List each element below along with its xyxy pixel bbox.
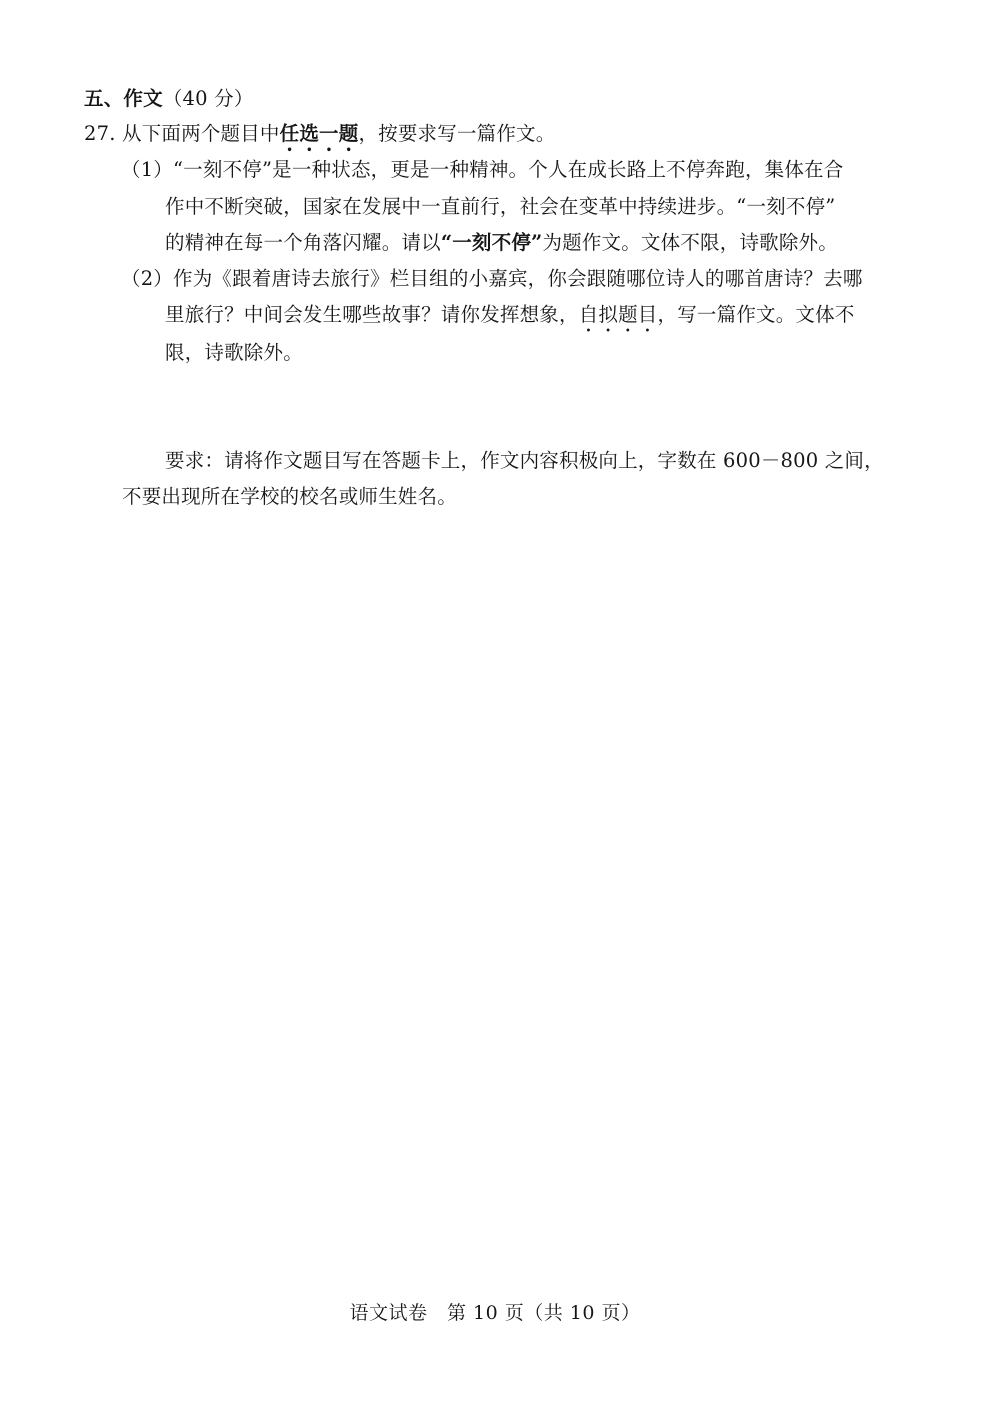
prompt2-line1 (121, 266, 863, 292)
requirement-line1 (165, 448, 884, 474)
requirement-line2 (122, 484, 457, 510)
question-intro (84, 121, 555, 156)
prompt2-label: （2） (121, 267, 174, 290)
prompt1-label: （1） (121, 158, 174, 181)
prompt1-line2 (165, 194, 835, 220)
prompt1-text-1: “一刻不停”是一种状态，更是一种精神。个人在成长路上不停奔跑，集体在合 (173, 158, 844, 181)
page-footer: 语文试卷 第 10 页（共 10 页） (349, 1302, 641, 1324)
prompt1-title-emphasis: “一刻不停” (440, 231, 543, 254)
requirement-text-2: 不要出现所在学校的校名或师生姓名。 (122, 485, 457, 508)
prompt2-emphasis: 自拟题目 (578, 303, 658, 326)
section-heading (84, 86, 254, 112)
prompt1-text-3-tail: 为题作文。文体不限，诗歌除外。 (542, 231, 838, 254)
section-title: 五、作文 (84, 87, 163, 110)
prompt1-text-2: 作中不断突破，国家在发展中一直前行，社会在变革中持续进步。“一刻不停” (165, 195, 836, 218)
question-intro-tail: ，按要求写一篇作文。 (358, 122, 556, 145)
prompt1-text-3: 的精神在每一个角落闪耀。请以 (165, 231, 441, 254)
question-intro-text: 从下面两个题目中 (122, 122, 280, 145)
prompt2-text-2: 里旅行？中间会发生哪些故事？请你发挥想象， (165, 303, 579, 326)
prompt2-text-2-tail: ，写一篇作文。文体不 (657, 303, 855, 326)
requirement-text-1: 要求：请将作文题目写在答题卡上，作文内容积极向上，字数在 600－800 之间， (165, 449, 884, 472)
question-intro-emphasis: 任选一题 (279, 122, 359, 145)
prompt1-line1 (121, 157, 843, 183)
prompt2-line2 (165, 302, 855, 337)
prompt1-line3 (165, 230, 838, 256)
section-score: （40 分） (162, 87, 254, 110)
prompt2-text-3: 限，诗歌除外。 (165, 341, 303, 364)
prompt2-line3 (165, 340, 303, 366)
prompt2-text-1: 作为《跟着唐诗去旅行》栏目组的小嘉宾，你会跟随哪位诗人的哪首唐诗？去哪 (173, 267, 863, 290)
question-number: 27. (84, 122, 116, 145)
